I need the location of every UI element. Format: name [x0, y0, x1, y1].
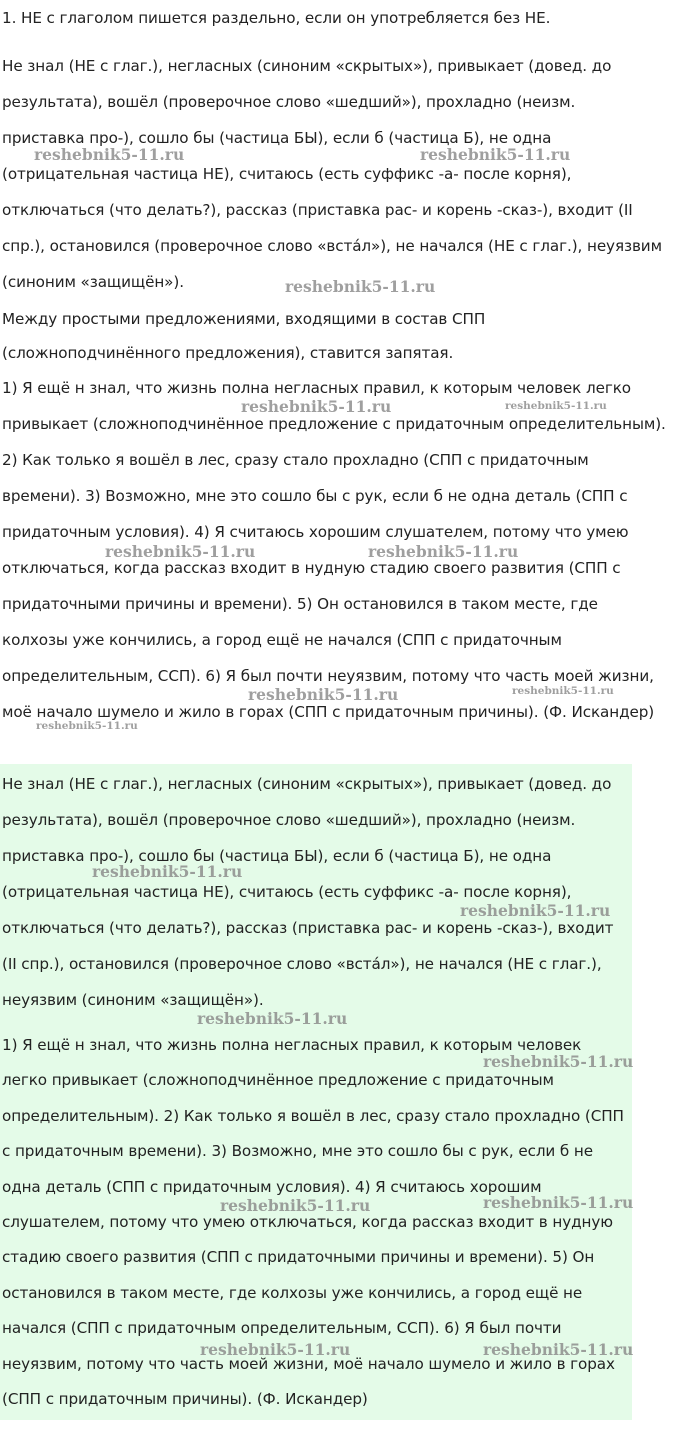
rule-title: 1. НЕ с глаголом пишется раздельно, если он употребляется без НЕ. [2, 9, 551, 27]
answer-explanation: Не знал (НЕ с глаг.), негласных (синоним «скрытых»), привыкает (довед. до результата), вошёл (проверочное слово «шедший»), прохладно (неизм. приставка про-), сошло бы (частица БЫ), если б (частица Б), не одна (отрицательная частица НЕ), считаюсь (есть суффикс -а- после корня), отключаться (что делать?), рассказ (приставка рас- и корень -сказ-), входит (II спр.), остановился (проверочное слово «вста́л»), не начался (НЕ с глаг.), неуязвим (синоним «защищён»). [2, 775, 614, 1009]
watermark: reshebnik5-11.ru [512, 685, 614, 697]
watermark: reshebnik5-11.ru [368, 542, 519, 561]
rule-paragraph: Между простыми предложениями, входящими в состав СПП (сложноподчинённого предложения), ставится запятая. [2, 310, 486, 362]
watermark: reshebnik5-11.ru [241, 397, 392, 416]
watermark: reshebnik5-11.ru [248, 685, 399, 704]
answer-sentences: 1) Я ещё н знал, что жизнь полна негласных правил, к которым человек легко привыкает (сложноподчинённое предложение с придаточным определительным). 2) Как только я вошёл в лес, сразу стало прохладно (СПП с придаточным времени). 3) Возможно, мне это сошло бы с рук, если б не одна деталь (СПП с придаточным условия). 4) Я считаюсь хорошим слушателем, потому что умею отключаться, когда рассказ входит в нудную стадию своего развития (СПП с придаточными причины и времени). 5) Он остановился в таком месте, где колхозы уже кончились, а город ещё не начался (СПП с придаточным определительным, ССП). 6) Я был почти неуязвим, потому что часть моей жизни, моё начало шумело и жило в горах (СПП с придаточным причины). (Ф. Искандер) [2, 1036, 624, 1409]
watermark: reshebnik5-11.ru [483, 1193, 634, 1212]
watermark: reshebnik5-11.ru [200, 1340, 351, 1359]
watermark: reshebnik5-11.ru [34, 145, 185, 164]
watermark: reshebnik5-11.ru [92, 862, 243, 881]
watermark: reshebnik5-11.ru [197, 1009, 348, 1028]
watermark: reshebnik5-11.ru [483, 1052, 634, 1071]
watermark: reshebnik5-11.ru [483, 1340, 634, 1359]
watermark: reshebnik5-11.ru [36, 720, 138, 732]
watermark: reshebnik5-11.ru [460, 901, 611, 920]
explanation-paragraph: Не знал (НЕ с глаг.), негласных (синоним «скрытых»), привыкает (довед. до результата), вошёл (проверочное слово «шедший»), прохладно (неизм. приставка про-), сошло бы (частица БЫ), если б (частица Б), не одна (отрицательная частица НЕ), считаюсь (есть суффикс -а- после корня), отключаться (что делать?), рассказ (приставка рас- и корень -сказ-), входит (II спр.), остановился (проверочное слово «вста́л»), не начался (НЕ с глаг.), неуязвим (синоним «защищён»). [2, 57, 662, 291]
watermark: reshebnik5-11.ru [105, 542, 256, 561]
watermark: reshebnik5-11.ru [285, 277, 436, 296]
sentences-paragraph: 1) Я ещё н знал, что жизнь полна негласных правил, к которым человек легко привыкает (сложноподчинённое предложение с придаточным определительным). 2) Как только я вошёл в лес, сразу стало прохладно (СПП с придаточным времени). 3) Возможно, мне это сошло бы с рук, если б не одна деталь (СПП с придаточным условия). 4) Я считаюсь хорошим слушателем, потому что умею отключаться, когда рассказ входит в нудную стадию своего развития (СПП с придаточными причины и времени). 5) Он остановился в таком месте, где колхозы уже кончились, а город ещё не начался (СПП с придаточным определительным, ССП). 6) Я был почти неуязвим, потому что часть моей жизни, моё начало шумело и жило в горах (СПП с придаточным причины). (Ф. Искандер) [2, 379, 666, 721]
watermark: reshebnik5-11.ru [505, 400, 607, 412]
watermark: reshebnik5-11.ru [220, 1196, 371, 1215]
watermark: reshebnik5-11.ru [420, 145, 571, 164]
